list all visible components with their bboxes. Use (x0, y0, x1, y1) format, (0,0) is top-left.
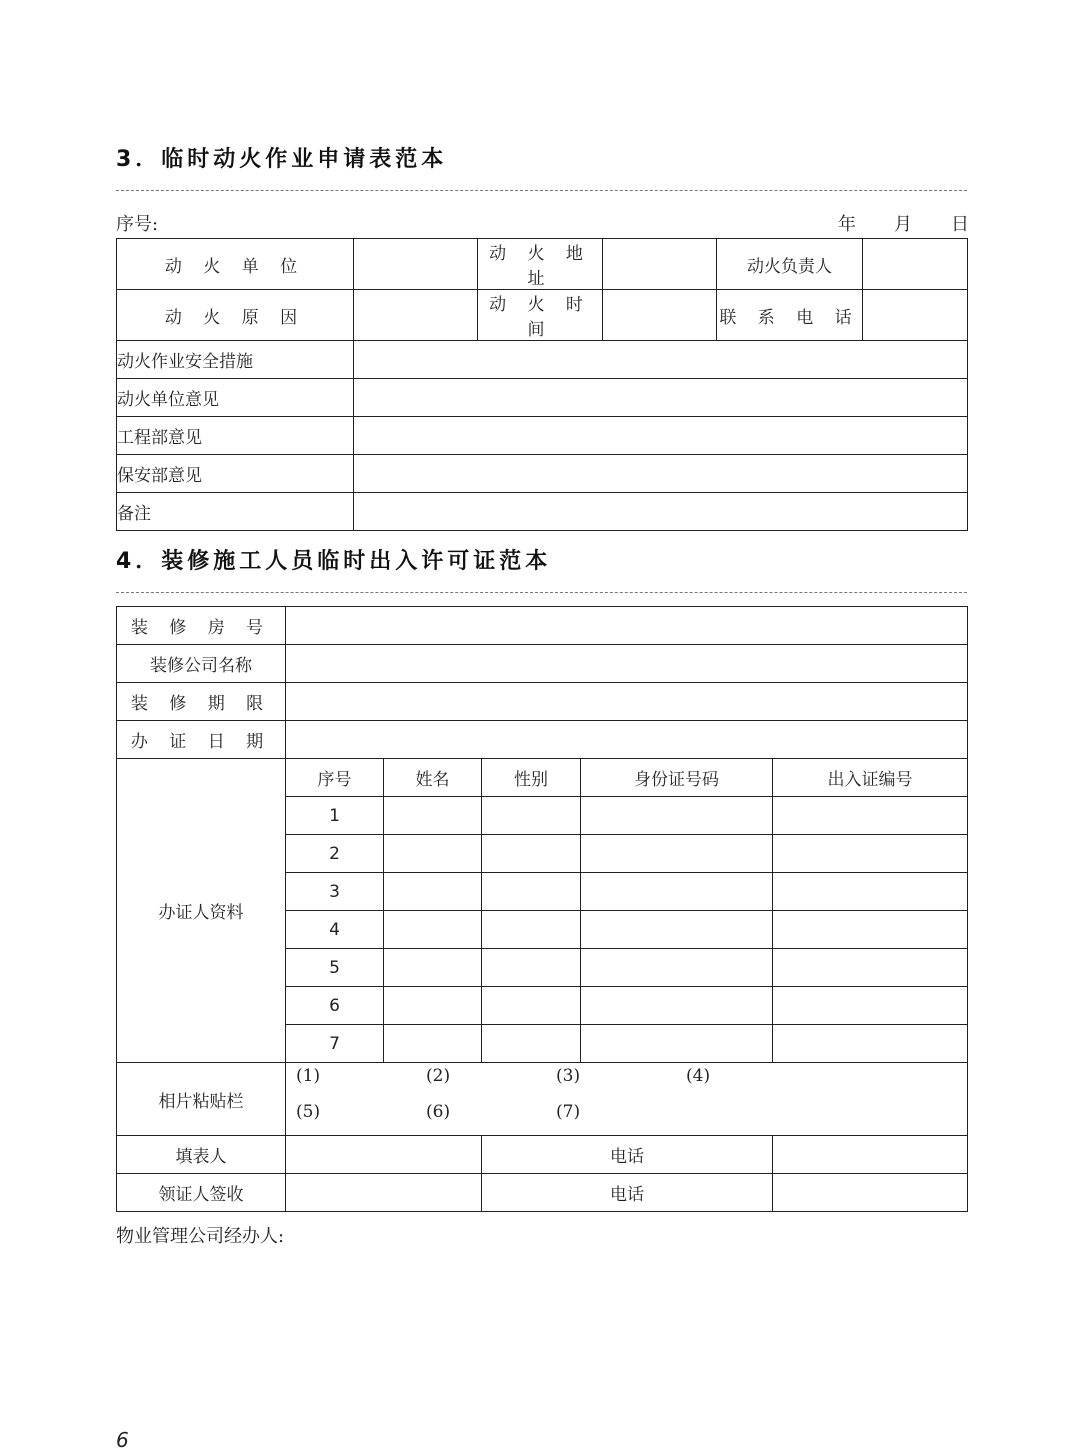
row-number: 7 (286, 1025, 384, 1063)
date-year: 年 (838, 214, 856, 235)
label-renovation-period: 装 修 期 限 (117, 683, 286, 721)
cell-id-number[interactable] (581, 1025, 773, 1063)
cell-id-number[interactable] (581, 797, 773, 835)
cell-name[interactable] (384, 873, 482, 911)
cell-pass-number[interactable] (773, 797, 968, 835)
label-fire-unit: 动 火 单 位 (117, 239, 354, 290)
access-permit-table (116, 606, 968, 1212)
field-fire-time[interactable] (603, 290, 717, 341)
cell-name[interactable] (384, 797, 482, 835)
field-renovation-period[interactable] (286, 683, 968, 721)
cell-id-number[interactable] (581, 987, 773, 1025)
cell-gender[interactable] (482, 873, 581, 911)
field-unit-opinion[interactable] (354, 379, 968, 417)
page-number: 6 (116, 1428, 129, 1452)
cell-pass-number[interactable] (773, 873, 968, 911)
field-filler[interactable] (286, 1136, 482, 1174)
label-receiver: 领证人签收 (117, 1174, 286, 1212)
field-contact-phone[interactable] (863, 290, 968, 341)
label-fire-reason: 动 火 原 因 (117, 290, 354, 341)
cell-id-number[interactable] (581, 911, 773, 949)
date-day: 日 (951, 214, 969, 235)
label-room-number: 装 修 房 号 (117, 607, 286, 645)
photo-slot-1: (1) (296, 1066, 321, 1086)
label-issue-date: 办 证 日 期 (117, 721, 286, 759)
date-month: 月 (894, 214, 912, 235)
label-safety-measures: 动火作业安全措施 (117, 341, 354, 379)
row-number: 3 (286, 873, 384, 911)
cell-name[interactable] (384, 1025, 482, 1063)
serial-label: 序号: (116, 214, 159, 235)
field-room-number[interactable] (286, 607, 968, 645)
field-engineering-opinion[interactable] (354, 417, 968, 455)
label-unit-opinion: 动火单位意见 (117, 379, 354, 417)
section3-title: 3．临时动火作业申请表范本 (116, 147, 448, 172)
field-issue-date[interactable] (286, 721, 968, 759)
label-contact-phone: 联 系 电 话 (717, 290, 863, 341)
field-receiver-phone[interactable] (773, 1174, 968, 1212)
photo-slot-6: (6) (426, 1102, 451, 1122)
cell-gender[interactable] (482, 911, 581, 949)
cell-pass-number[interactable] (773, 987, 968, 1025)
photo-slot-5: (5) (296, 1102, 321, 1122)
col-header-name: 姓名 (384, 759, 482, 797)
field-safety-measures[interactable] (354, 341, 968, 379)
cell-id-number[interactable] (581, 873, 773, 911)
photo-slot-7: (7) (556, 1102, 581, 1122)
cell-id-number[interactable] (581, 835, 773, 873)
row-number: 4 (286, 911, 384, 949)
fire-permit-table (116, 238, 968, 531)
label-company-name: 装修公司名称 (117, 645, 286, 683)
cell-pass-number[interactable] (773, 1025, 968, 1063)
cell-gender[interactable] (482, 987, 581, 1025)
field-fire-unit[interactable] (354, 239, 478, 290)
label-engineering-opinion: 工程部意见 (117, 417, 354, 455)
photo-slot-3: (3) (556, 1066, 581, 1086)
label-fire-time: 动 火 时 间 (478, 290, 603, 341)
label-fire-manager: 动火负责人 (717, 239, 863, 290)
field-fire-reason[interactable] (354, 290, 478, 341)
label-remarks: 备注 (117, 493, 354, 531)
row-number: 5 (286, 949, 384, 987)
field-fire-address[interactable] (603, 239, 717, 290)
cell-gender[interactable] (482, 1025, 581, 1063)
label-filler-phone: 电话 (482, 1136, 773, 1174)
section3-divider (116, 190, 967, 191)
col-header-id-number: 身份证号码 (581, 759, 773, 797)
property-agent-label: 物业管理公司经办人: (116, 1226, 285, 1247)
label-applicant-info: 办证人资料 (117, 759, 286, 1063)
col-header-serial: 序号 (286, 759, 384, 797)
field-fire-manager[interactable] (863, 239, 968, 290)
cell-pass-number[interactable] (773, 949, 968, 987)
label-photo-area: 相片粘贴栏 (117, 1063, 286, 1136)
label-fire-address: 动 火 地 址 (478, 239, 603, 290)
field-receiver[interactable] (286, 1174, 482, 1212)
field-company-name[interactable] (286, 645, 968, 683)
field-remarks[interactable] (354, 493, 968, 531)
label-security-opinion: 保安部意见 (117, 455, 354, 493)
field-security-opinion[interactable] (354, 455, 968, 493)
cell-gender[interactable] (482, 949, 581, 987)
cell-name[interactable] (384, 949, 482, 987)
row-number: 6 (286, 987, 384, 1025)
cell-pass-number[interactable] (773, 835, 968, 873)
cell-gender[interactable] (482, 797, 581, 835)
label-receiver-phone: 电话 (482, 1174, 773, 1212)
col-header-pass-number: 出入证编号 (773, 759, 968, 797)
cell-id-number[interactable] (581, 949, 773, 987)
cell-name[interactable] (384, 987, 482, 1025)
row-number: 1 (286, 797, 384, 835)
row-number: 2 (286, 835, 384, 873)
photo-slot-4: (4) (686, 1066, 711, 1086)
label-filler: 填表人 (117, 1136, 286, 1174)
section4-title: 4．装修施工人员临时出入许可证范本 (116, 549, 552, 574)
field-filler-phone[interactable] (773, 1136, 968, 1174)
photo-slot-2: (2) (426, 1066, 451, 1086)
cell-gender[interactable] (482, 835, 581, 873)
cell-name[interactable] (384, 835, 482, 873)
cell-name[interactable] (384, 911, 482, 949)
section4-divider (116, 592, 967, 593)
photo-area[interactable] (286, 1063, 968, 1136)
col-header-gender: 性别 (482, 759, 581, 797)
cell-pass-number[interactable] (773, 911, 968, 949)
